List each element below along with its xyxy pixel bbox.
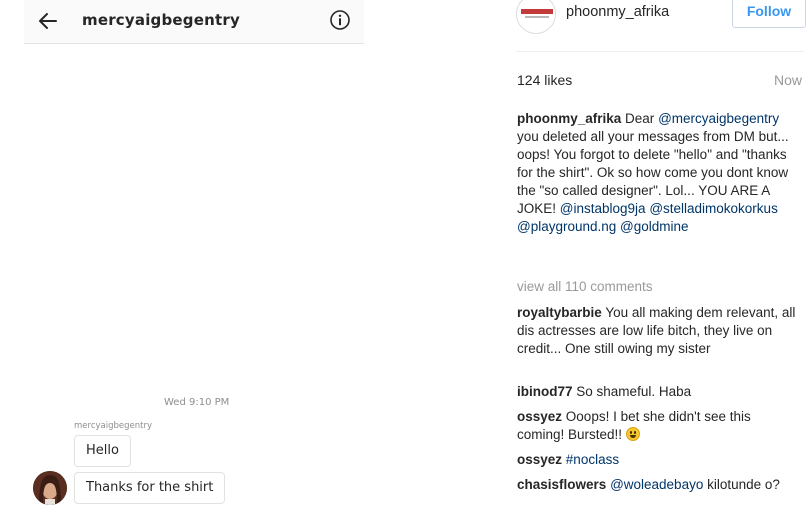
likes-count[interactable]: 124 likes: [517, 72, 573, 88]
comment: [517, 304, 797, 358]
post-caption: [517, 110, 797, 236]
view-all-comments-link[interactable]: view all 110 comments: [517, 279, 653, 294]
comment-username[interactable]: royaltybarbie: [517, 305, 602, 320]
hashtag-link[interactable]: #noclass: [565, 452, 620, 467]
mention-link[interactable]: @mercyaigbegentry: [658, 111, 780, 126]
comment: [517, 408, 797, 444]
caption-text: you deleted all your messages from DM but... oops! You forgot to delete "hello" and "thanks for the shirt". Ok so how come you dont know the "so called designer". Lol... YOU ARE A JOKE!: [517, 129, 789, 216]
avatar[interactable]: [33, 471, 67, 505]
dm-timestamp: Wed 9:10 PM: [164, 397, 230, 408]
post-timestamp: Now: [774, 72, 803, 88]
comment-username[interactable]: ibinod77: [517, 384, 573, 399]
message-bubble[interactable]: Thanks for the shirt: [74, 472, 225, 504]
mention-link[interactable]: @woleadebayo: [610, 477, 704, 492]
comment-text: Ooops! I bet she didn't see this coming! Bursted!!: [517, 409, 751, 442]
comment: [517, 383, 797, 401]
comment-username[interactable]: ossyez: [517, 452, 563, 467]
grinning-emoji-icon: [626, 427, 640, 441]
mention-link[interactable]: @instablog9ja: [559, 201, 646, 216]
info-circle-icon[interactable]: [329, 9, 351, 31]
profile-avatar[interactable]: [516, 0, 556, 34]
comment-username[interactable]: ossyez: [517, 409, 563, 424]
post-username[interactable]: phoonmy_afrika: [566, 4, 670, 20]
arrow-left-icon[interactable]: [36, 9, 60, 33]
caption-text: Dear: [625, 111, 655, 126]
avatar-image: [33, 471, 67, 505]
instagram-post-panel: [508, 0, 812, 512]
direct-message-panel: [24, 0, 364, 512]
comment-text: You all making dem relevant, all dis actresses are low life bitch, they live on credit... One still owing my sister: [517, 305, 796, 356]
comment: [517, 476, 797, 507]
dm-header: [24, 0, 364, 44]
caption-username[interactable]: phoonmy_afrika: [517, 111, 622, 126]
comment-text: So shameful. Haba: [576, 384, 692, 399]
follow-button[interactable]: Follow: [732, 0, 806, 28]
message-bubble[interactable]: Hello: [74, 435, 131, 467]
mention-link[interactable]: @goldmine: [620, 219, 689, 234]
comment: [517, 451, 797, 469]
brand-logo-icon: [517, 0, 556, 34]
dm-title: mercyaigbegentry: [82, 11, 240, 29]
comment-text: kilotunde o?: [707, 477, 780, 492]
comment-username[interactable]: chasisflowers: [517, 477, 607, 492]
mention-link[interactable]: @stelladimokokorkus: [649, 201, 778, 216]
dm-sender-label: mercyaigbegentry: [74, 421, 152, 431]
mention-link[interactable]: @playground.ng: [517, 219, 617, 234]
divider: [516, 51, 804, 52]
